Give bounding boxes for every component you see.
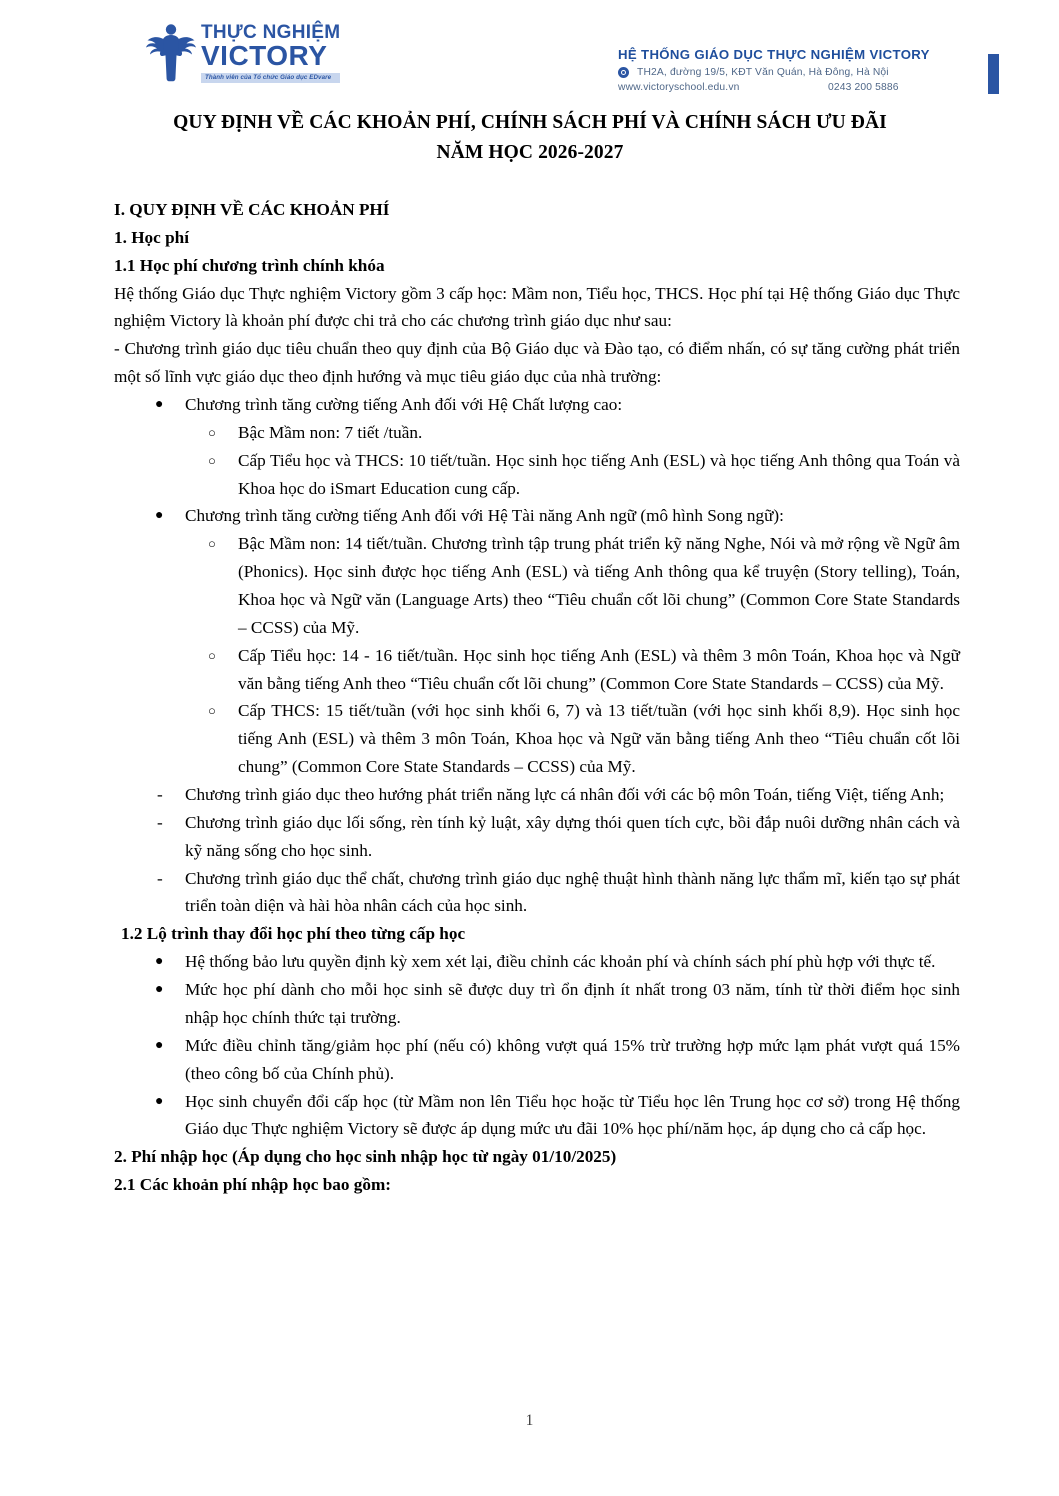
bullet-list-htn	[114, 502, 960, 530]
list-item	[114, 976, 960, 1032]
organization-title: HỆ THỐNG GIÁO DỤC THỰC NGHIỆM VICTORY	[618, 47, 930, 62]
logo-text-line2: VICTORY	[201, 40, 328, 71]
document-header	[0, 14, 1059, 94]
bullet-list-roadmap	[114, 948, 960, 1143]
phone-row[interactable]	[828, 82, 899, 93]
address-text: TH2A, đường 19/5, KĐT Văn Quán, Hà Đông, Hà Nội	[637, 67, 889, 78]
list-item	[114, 865, 960, 921]
list-item	[114, 1032, 960, 1088]
bullet-circle-icon: ○	[208, 424, 216, 440]
victory-winged-figure-logo	[146, 20, 196, 82]
list-item-label: Chương trình giáo dục lối sống, rèn tính kỷ luật, xây dựng thói quen tích cực, bồi đắp nuôi dưỡng nhân cách và kỹ năng sống cho học sinh.	[185, 812, 960, 860]
dash-list-programs	[114, 781, 960, 920]
dash-icon: -	[157, 812, 163, 832]
address-row	[618, 67, 988, 78]
list-item-label: Mức điều chỉnh tăng/giảm học phí (nếu có) không vượt quá 15% trừ trường hợp mức lạm phát vượt quá 15% (theo công bố của Chính phủ).	[185, 1035, 960, 1083]
logo-tagline: Thành viên của Tổ chức Giáo dục EDvare	[201, 73, 340, 83]
list-item	[114, 781, 960, 809]
dash-icon: -	[157, 868, 163, 888]
list-item	[114, 642, 960, 698]
bullet-dot-icon: ●	[155, 508, 164, 524]
list-item-label: Chương trình giáo dục theo hướng phát triển năng lực cá nhân đối với các bộ môn Toán, tiếng Việt, tiếng Anh;	[185, 785, 945, 805]
list-item	[114, 502, 960, 530]
list-item	[114, 809, 960, 865]
list-item	[114, 948, 960, 976]
sublist-hclc-items	[114, 419, 960, 503]
bullet-circle-icon: ○	[208, 536, 216, 552]
list-item	[114, 391, 960, 419]
list-item-label: Chương trình tăng cường tiếng Anh đối với Hệ Tài năng Anh ngữ (mô hình Song ngữ):	[185, 506, 784, 526]
title-line-2: NĂM HỌC 2026-2027	[436, 142, 624, 164]
list-item-label: Hệ thống bảo lưu quyền định kỳ xem xét lại, điều chỉnh các khoản phí và chính sách phí phù hợp với thực tế.	[185, 952, 936, 972]
list-item-label: Bậc Mầm non: 7 tiết /tuần.	[238, 422, 423, 442]
title-line-1: QUY ĐỊNH VỀ CÁC KHOẢN PHÍ, CHÍNH SÁCH PHÍ VÀ CHÍNH SÁCH ƯU ĐÃI	[173, 112, 887, 133]
list-item-label: Chương trình tăng cường tiếng Anh đối với Hệ Chất lượng cao:	[185, 395, 623, 415]
bullet-dot-icon: ●	[155, 397, 164, 413]
sublist-htn-items	[114, 530, 960, 781]
list-item	[114, 530, 960, 641]
paragraph-standard-program: - Chương trình giáo dục tiêu chuẩn theo quy định của Bộ Giáo dục và Đào tạo, có điểm nhấn, có sự tăng cường phát triển một số lĩnh vực giáo dục theo định hướng và mục tiêu giáo dục của nhà trường:	[114, 339, 960, 387]
heading-1-1-chinh-khoa: 1.1 Học phí chương trình chính khóa	[114, 255, 385, 275]
bullet-list-hclc	[114, 391, 960, 419]
list-item-label: Bậc Mầm non: 14 tiết/tuần. Chương trình tập trung phát triển kỹ năng Nghe, Nói và mở rộng về Ngữ âm (Phonics). Học sinh được học tiếng Anh (ESL) và tiếng Anh thông qua kể truyện (Story telling), Toán, Khoa học và Ngữ văn (Language Arts) theo “Tiêu chuẩn cốt lõi chung” (Common Core State Standards – CCSS) của Mỹ.	[238, 534, 960, 637]
list-item-label: Mức học phí dành cho mỗi học sinh sẽ được duy trì ổn định ít nhất trong 03 năm, tính từ thời điểm học sinh nhập học chính thức tại trường.	[185, 980, 960, 1027]
list-item	[114, 697, 960, 781]
logo-wordmark	[201, 20, 340, 83]
list-item	[114, 447, 960, 503]
bullet-circle-icon: ○	[208, 647, 216, 663]
list-item-label: Cấp Tiểu học và THCS: 10 tiết/tuần. Học sinh học tiếng Anh (ESL) và học tiếng Anh thông qua Toán và Khoa học do iSmart Education cung cấp.	[238, 450, 960, 498]
heading-1-2-lo-trinh: 1.2 Lộ trình thay đổi học phí theo từng cấp học	[121, 924, 466, 944]
page-title	[110, 108, 950, 168]
list-item-label: Cấp THCS: 15 tiết/tuần (với học sinh khối 6, 7) và 13 tiết/tuần (với học sinh khối 8,9). Học sinh học tiếng Anh (ESL) và thêm 3 môn Toán, Khoa học và Ngữ văn bằng tiếng Anh theo “Tiêu chuẩn cốt lõi chung” (Common Core State Standards – CCSS) của Mỹ.	[238, 701, 960, 777]
list-item-label: Cấp Tiểu học: 14 - 16 tiết/tuần. Học sinh học tiếng Anh (ESL) và thêm 3 môn Toán, Khoa học và Ngữ văn bằng tiếng Anh theo “Tiêu chuẩn cốt lõi chung” (Common Core State Standards – CCSS) của Mỹ.	[238, 645, 960, 693]
page-number: 1	[525, 1412, 534, 1429]
heading-section-1: I. QUY ĐỊNH VỀ CÁC KHOẢN PHÍ	[114, 200, 390, 219]
bullet-circle-icon: ○	[208, 703, 216, 719]
document-body	[114, 196, 960, 1199]
list-item	[114, 1088, 960, 1144]
heading-1-hoc-phi: 1. Học phí	[114, 227, 189, 247]
list-item-label: Học sinh chuyển đổi cấp học (từ Mầm non lên Tiểu học hoặc từ Tiểu học lên Trung học cơ sở) trong Hệ thống Giáo dục Thực nghiệm Victory sẽ được áp dụng mức ưu đãi 10% học phí/năm học, áp dụng cho cả cấp học.	[185, 1091, 960, 1139]
location-pin-icon	[618, 67, 629, 78]
school-logo	[146, 20, 340, 83]
blue-corner-accent-bar	[988, 54, 999, 94]
heading-2-phi-nhap-hoc: 2. Phí nhập học (Áp dụng cho học sinh nhập học từ ngày 01/10/2025)	[114, 1147, 617, 1167]
website-row[interactable]	[618, 82, 828, 93]
school-contact-block	[618, 47, 988, 93]
list-item-label: Chương trình giáo dục thể chất, chương trình giáo dục nghệ thuật hình thành năng lực thẩm mĩ, kiến tạo sự phát triển toàn diện và hài hòa nhân cách của học sinh.	[185, 868, 960, 916]
bullet-dot-icon: ●	[155, 1093, 164, 1109]
heading-2-1-cac-khoan-phi: 2.1 Các khoản phí nhập học bao gồm:	[114, 1175, 391, 1195]
website-text: www.victoryschool.edu.vn	[618, 81, 740, 93]
paragraph-intro: Hệ thống Giáo dục Thực nghiệm Victory gồm 3 cấp học: Mầm non, Tiểu học, THCS. Học phí tại Hệ thống Giáo dục Thực nghiệm Victory là khoản phí được chi trả cho các chương trình giáo dục như sau:	[114, 283, 960, 331]
phone-text: 0243 200 5886	[828, 81, 899, 93]
web-phone-row	[618, 82, 988, 93]
bullet-circle-icon: ○	[208, 452, 216, 468]
bullet-dot-icon: ●	[155, 954, 164, 970]
bullet-dot-icon: ●	[155, 982, 164, 998]
dash-icon: -	[157, 785, 163, 805]
list-item	[114, 419, 960, 447]
bullet-dot-icon: ●	[155, 1037, 164, 1053]
logo-text-line1: THỰC NGHIỆM	[201, 22, 341, 43]
